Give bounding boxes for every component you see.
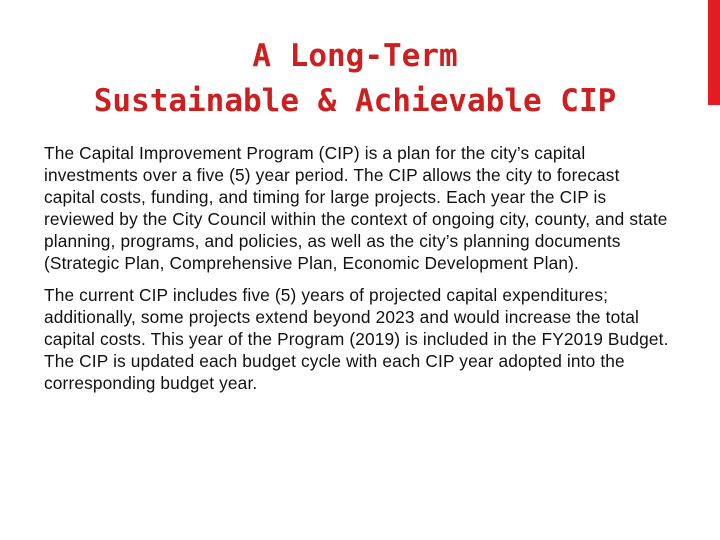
slide-title	[40, 34, 670, 124]
body-paragraph-2: The current CIP includes five (5) years of projected capital expenditures; additionally, some projects extend beyond 2023 and would increase the total capital costs. This year of the Program (2019) is included in the FY2019 Budget. The CIP is updated each budget cycle with each CIP year adopted into the corresponding budget year.	[44, 285, 669, 393]
title-line-2: Sustainable & Achievable CIP	[93, 83, 617, 119]
body-paragraph-1: The Capital Improvement Program (CIP) is a plan for the city’s capital investments over a five (5) year period. The CIP allows the city to forecast capital costs, funding, and timing for large projects. Each year the CIP is reviewed by the City Council within the context of ongoing city, county, and state planning, programs, and policies, as well as the city’s planning documents (Strategic Plan, Comprehensive Plan, Economic Development Plan).	[44, 143, 668, 273]
title-line-1: A Long-Term	[252, 38, 458, 74]
slide-body	[44, 142, 669, 404]
accent-bar	[708, 0, 720, 105]
